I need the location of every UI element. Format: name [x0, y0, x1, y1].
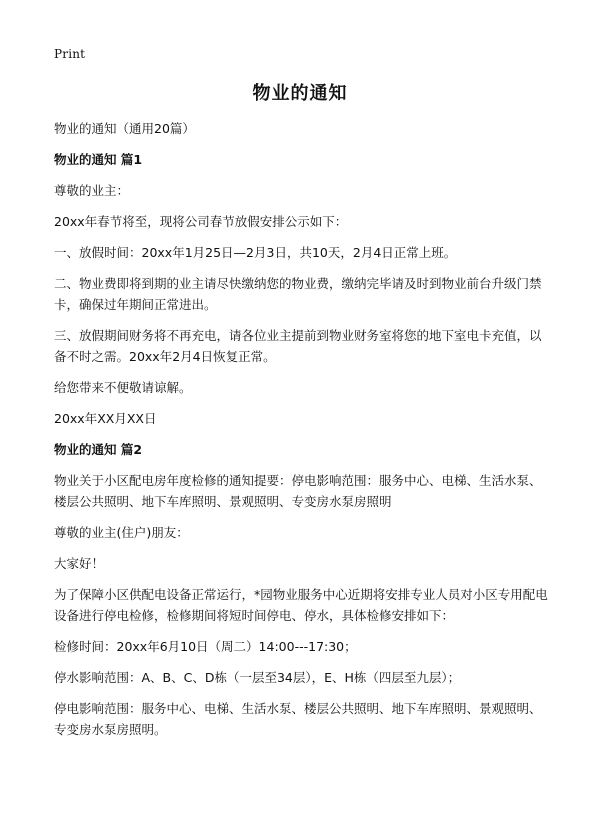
greeting-2: 尊敬的业主(住户)朋友：	[54, 525, 189, 540]
section-heading-2: 物业的通知 篇2	[54, 442, 143, 457]
notice-item-2: 二、物业费即将到期的业主请尽快缴纳您的物业费，缴纳完毕请及时到物业前台升级门禁卡，确保过年期间正常进出。	[54, 276, 542, 312]
water-impact: 停水影响范围：A、B、C、D栋（一层至34层），E、H栋（四层至九层）；	[54, 670, 461, 685]
greeting-1: 尊敬的业主：	[54, 183, 130, 198]
maintenance-time: 检修时间：20xx年6月10日（周二）14:00---17:30；	[54, 639, 357, 654]
maintenance-intro: 为了保障小区供配电设备正常运行，*园物业服务中心近期将安排专业人员对小区专用配电设备进行停电检修，检修期间将短时间停电、停水，具体检修安排如下：	[54, 587, 548, 623]
summary-paragraph-2: 物业关于小区配电房年度检修的通知提要：停电影响范围：服务中心、电梯、生活水泵、楼层公共照明、地下车库照明、景观照明、专变房水泵房照明	[54, 473, 542, 509]
document-body	[54, 118, 550, 748]
page-title: 物业的通知	[252, 83, 348, 104]
apology-line: 给您带来不便敬请谅解。	[54, 380, 192, 395]
hello-line: 大家好！	[54, 556, 105, 571]
notice-item-1: 一、放假时间：20xx年1月25日—2月3日，共10天，2月4日正常上班。	[54, 245, 457, 260]
power-impact: 停电影响范围：服务中心、电梯、生活水泵、楼层公共照明、地下车库照明、景观照明、专变房水泵房照明。	[54, 701, 542, 737]
intro-paragraph-1: 20xx年春节将至，现将公司春节放假安排公示如下：	[54, 214, 348, 229]
notice-item-3: 三、放假期间财务将不再充电，请各位业主提前到物业财务室将您的地下室电卡充值，以备不时之需。20xx年2月4日恢复正常。	[54, 328, 542, 364]
date-line: 20xx年XX月XX日	[54, 411, 157, 426]
document-subtitle: 物业的通知（通用20篇）	[54, 121, 195, 136]
section-heading-1: 物业的通知 篇1	[54, 152, 143, 167]
print-label: Print	[54, 47, 86, 61]
